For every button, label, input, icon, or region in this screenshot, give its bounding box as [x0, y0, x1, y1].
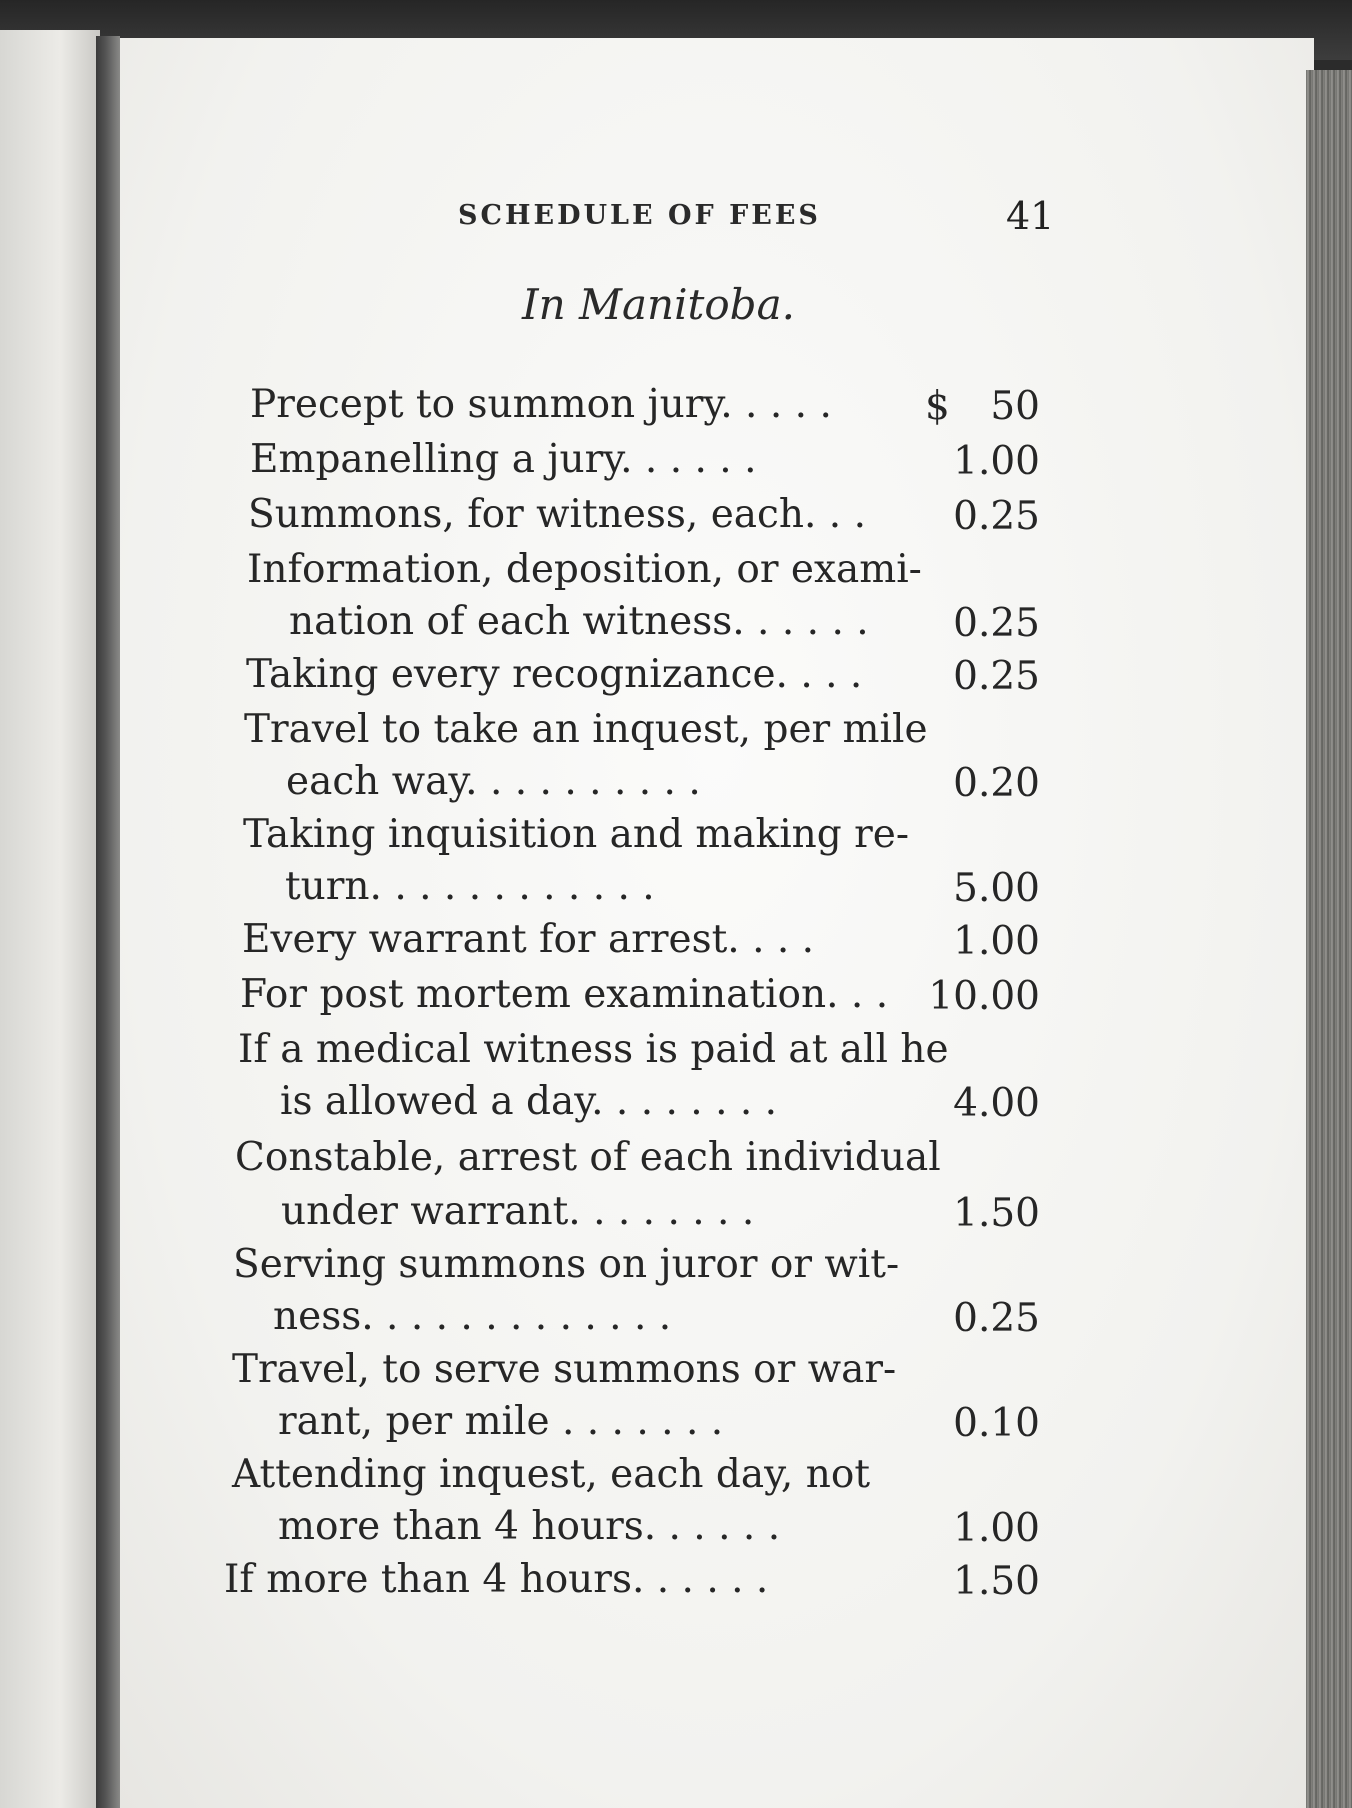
fee-item-text: Travel, to serve summons or war-: [232, 1347, 897, 1392]
fee-item-text: For post mortem examination. . .: [240, 972, 889, 1017]
fee-item-continuation: under warrant. . . . . . . .: [281, 1189, 755, 1234]
fee-amount: 50: [990, 384, 1040, 429]
fee-item-text: Constable, arrest of each individual: [235, 1135, 941, 1180]
fee-amount: 1.00: [953, 1506, 1040, 1551]
fee-item-text: Taking every recognizance. . . .: [246, 652, 863, 697]
fee-amount: 0.25: [953, 494, 1040, 539]
fee-item-continuation: is allowed a day. . . . . . . .: [280, 1079, 778, 1124]
fee-amount: 1.50: [953, 1191, 1040, 1236]
fee-item-text: Precept to summon jury. . . . .: [250, 382, 832, 427]
fee-item-text: Every warrant for arrest. . . .: [242, 917, 815, 962]
fee-item-continuation: ness. . . . . . . . . . . . .: [273, 1294, 672, 1339]
fee-amount: 1.50: [953, 1559, 1040, 1604]
fee-amount: 4.00: [953, 1081, 1040, 1126]
fee-amount: 0.10: [953, 1401, 1040, 1446]
fee-amount: 10.00: [928, 974, 1040, 1019]
section-title: In Manitoba.: [522, 280, 795, 329]
fee-item-text: Taking inquisition and making re-: [243, 812, 910, 857]
fee-item-text: If a medical witness is paid at all he: [238, 1027, 949, 1072]
currency-symbol: $: [925, 384, 950, 429]
fee-item-text: If more than 4 hours. . . . . .: [224, 1557, 769, 1602]
running-header: SCHEDULE OF FEES: [458, 200, 821, 231]
fee-item-continuation: more than 4 hours. . . . . .: [278, 1504, 781, 1549]
fee-amount: 0.25: [953, 654, 1040, 699]
fee-item-continuation: nation of each witness. . . . . .: [289, 599, 869, 644]
fee-amount: 0.25: [953, 601, 1040, 646]
fee-item-text: Information, deposition, or exami-: [247, 547, 922, 592]
fee-amount: 1.00: [953, 439, 1040, 484]
fee-item-text: Travel to take an inquest, per mile: [244, 707, 928, 752]
fee-amount: 5.00: [953, 866, 1040, 911]
fee-amount: 0.20: [953, 761, 1040, 806]
fee-item-continuation: turn. . . . . . . . . . . .: [285, 864, 655, 909]
fee-item-text: Summons, for witness, each. . .: [248, 492, 866, 537]
fee-item-text: Attending inquest, each day, not: [232, 1452, 870, 1497]
fee-item-continuation: each way. . . . . . . . . .: [286, 759, 701, 804]
fee-item-continuation: rant, per mile . . . . . . .: [278, 1399, 724, 1444]
page-number: 41: [1006, 194, 1055, 238]
fee-item-text: Serving summons on juror or wit-: [233, 1242, 900, 1287]
fee-amount: 0.25: [953, 1296, 1040, 1341]
fee-item-text: Empanelling a jury. . . . . .: [250, 437, 757, 482]
fee-amount: 1.00: [953, 919, 1040, 964]
